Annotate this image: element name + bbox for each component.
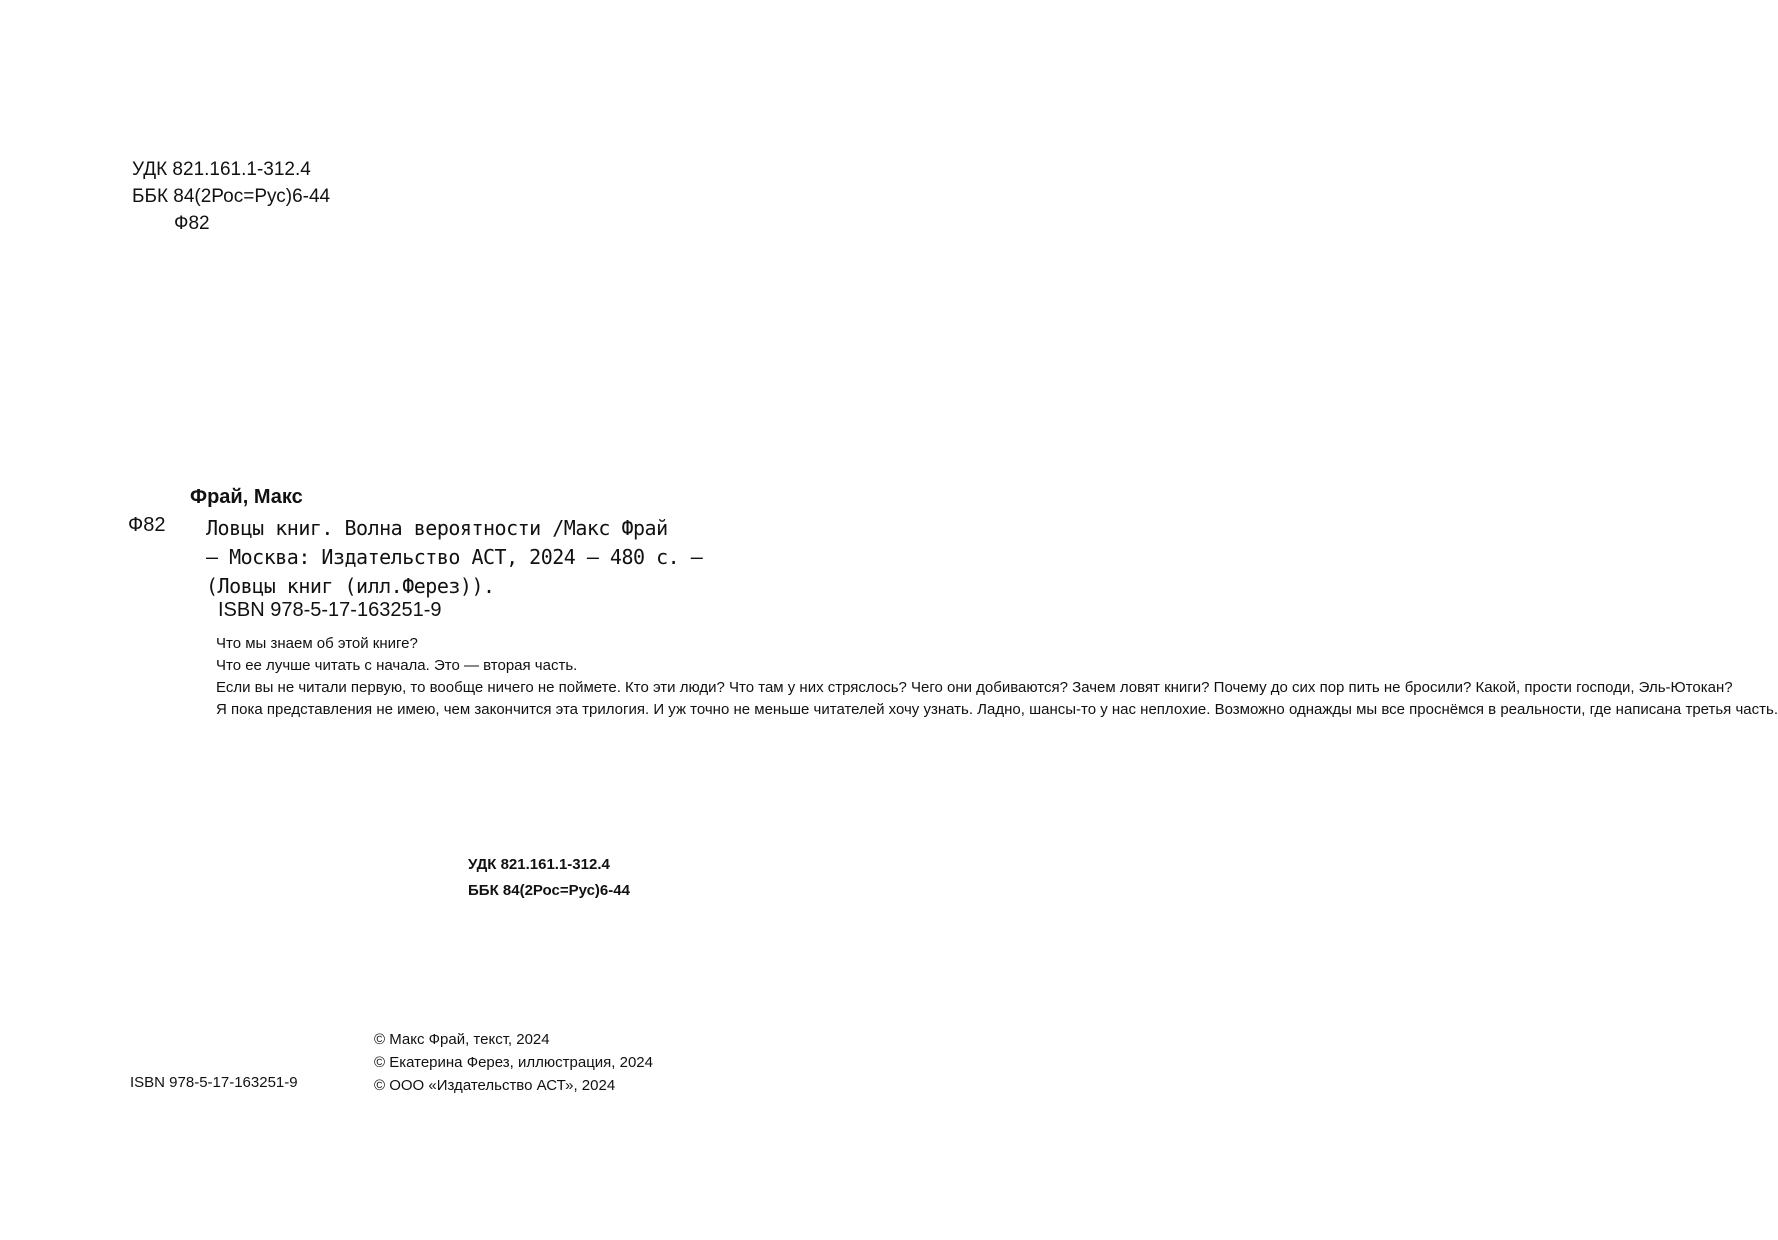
annotation — [188, 633, 1778, 721]
record-isbn: ISBN 978-5-17-163251-9 — [218, 599, 442, 621]
bbk-code: ББК 84(2Рос=Рус)6-44 — [132, 186, 331, 207]
bib-line: (Ловцы книг (илл.Ферез)). — [206, 574, 495, 598]
copyright-block — [374, 1028, 653, 1097]
bibliographic-description — [206, 514, 702, 601]
annotation-paragraph: Если вы не читали первую, то вообще ничего не поймете. Кто эти люди? Что там у них стряслось? Чего они добиваются? Зачем ловят книги? Почему до сих пор пить не бросили? Какой, прости господи, Эль-Ютокан? — [216, 679, 1733, 696]
copyright-line: © Макс Фрай, текст, 2024 — [374, 1031, 550, 1048]
udk-code: УДК 821.161.1-312.4 — [132, 159, 311, 180]
annotation-paragraph: Что мы знаем об этой книге? — [216, 635, 418, 652]
copyright-line: © ООО «Издательство АСТ», 2024 — [374, 1077, 616, 1094]
bottom-isbn: ISBN 978-5-17-163251-9 — [130, 1074, 298, 1091]
classification-codes — [132, 156, 330, 237]
bottom-classification-codes — [468, 852, 630, 904]
record-author-mark: Ф82 — [128, 514, 166, 536]
bottom-udk-code: УДК 821.161.1-312.4 — [468, 856, 610, 873]
bottom-bbk-code: ББК 84(2Рос=Рус)6-44 — [468, 882, 630, 899]
annotation-paragraph: Я пока представления не имею, чем закончится эта трилогия. И уж точно не меньше читателей хочу узнать. Ладно, шансы-то у нас неплохие. Возможно однажды мы все проснёмся в реальности, где написана третья часть. — [216, 701, 1778, 718]
bib-line: – Москва: Издательство АСТ, 2024 – 480 с. – — [206, 545, 703, 569]
author-heading: Фрай, Макс — [190, 486, 303, 508]
author-mark-code: Ф82 — [174, 213, 210, 234]
annotation-paragraph: Что ее лучше читать с начала. Это — вторая часть. — [216, 657, 578, 674]
bib-line: Ловцы книг. Волна вероятности /Макс Фрай — [206, 516, 668, 540]
copyright-line: © Екатерина Ферез, иллюстрация, 2024 — [374, 1054, 653, 1071]
